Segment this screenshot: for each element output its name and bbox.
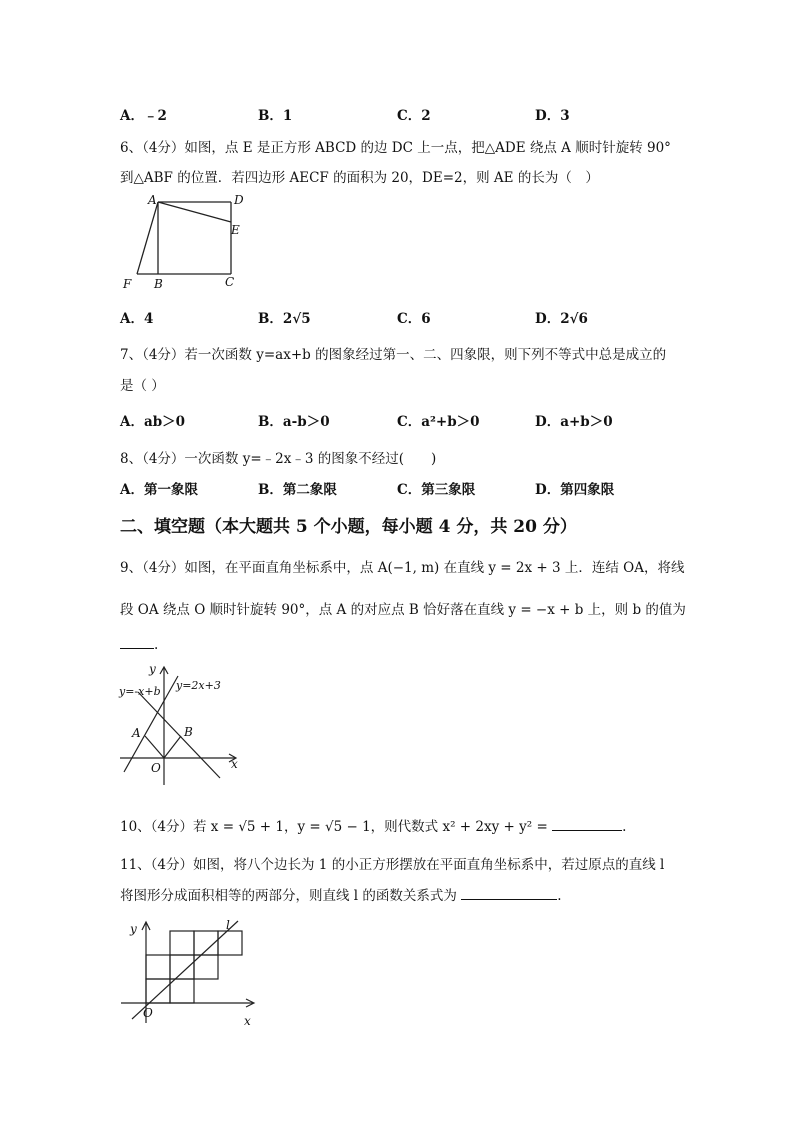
q7-option-c: C．a²+b＞0: [397, 414, 480, 430]
q6-option-d: D．2√6: [535, 311, 588, 327]
q11-label-x: x: [244, 1014, 251, 1028]
q9-stem-line1: 9、（4分）如图，在平面直角坐标系中，点 A(−1, m) 在直线 y = 2x + 3 上．连结 OA，将线: [120, 560, 685, 576]
q9-segment-ob: [164, 736, 181, 758]
q9-label-b: B: [184, 725, 193, 739]
q11-line-l: [132, 921, 238, 1019]
q6-segment-af: [137, 202, 158, 274]
q7-option-a: A．ab＞0: [120, 414, 186, 430]
q11-square: [170, 931, 194, 955]
q11-square: [146, 955, 170, 979]
q5-option-d: D．3: [535, 108, 570, 124]
q6-label-a: A: [148, 193, 157, 207]
q8-option-a: A．第一象限: [120, 482, 198, 498]
q6-option-c: C．6: [397, 311, 431, 327]
q11-label-l: l: [226, 918, 230, 932]
q9-stem-line2: 段 OA 绕点 O 顺时针旋转 90°，点 A 的对应点 B 恰好落在直线 y = −x + b 上，则 b 的值为: [120, 602, 686, 618]
q11-square: [170, 955, 194, 979]
q10-answer-blank[interactable]: [552, 818, 622, 831]
q5-option-a: A．﹣2: [120, 108, 167, 124]
q11-stem-line2: 将图形分成面积相等的两部分，则直线 l 的函数关系式为 .: [120, 888, 562, 904]
q8-option-d: D．第四象限: [535, 482, 615, 498]
q10-stem-line1: 10、（4分）若 x = √5 + 1，y = √5 − 1，则代数式 x² + 2xy + y² = .: [120, 819, 627, 835]
q6-label-e: E: [231, 223, 240, 237]
q5-option-c: C．2: [397, 108, 431, 124]
q8-stem-line1: 8、（4分）一次函数 y=﹣2x﹣3 的图象不经过( ): [120, 451, 437, 467]
q11-stem-line1: 11、（4分）如图，将八个边长为 1 的小正方形摆放在平面直角坐标系中，若过原点的直线 l: [120, 857, 665, 873]
q9-label-x: x: [231, 757, 238, 771]
q11-square: [146, 979, 170, 1003]
q11-answer-blank[interactable]: [461, 887, 557, 900]
q11-square: [218, 931, 242, 955]
q9-answer-line: .: [120, 636, 158, 653]
q6-segment-ae: [158, 202, 231, 222]
q9-label-a: A: [132, 726, 141, 740]
q9-label-o: O: [151, 761, 161, 775]
q11-label-y: y: [130, 922, 137, 936]
q6-stem-line1: 6、（4分）如图，点 E 是正方形 ABCD 的边 DC 上一点，把△ADE 绕点 A 顺时针旋转 90°: [120, 140, 671, 156]
q11-label-o: O: [143, 1006, 153, 1020]
q5-option-b: B．1: [258, 108, 293, 124]
q11-square: [170, 979, 194, 1003]
section-heading-fill-in: 二、填空题（本大题共 5 个小题，每小题 4 分，共 20 分）: [120, 517, 577, 537]
q9-answer-blank[interactable]: [120, 636, 154, 649]
q6-label-f: F: [123, 277, 132, 290]
q8-option-c: C．第三象限: [397, 482, 476, 498]
q11-figure: [118, 915, 268, 1030]
q7-stem-line2: 是（ ）: [120, 378, 165, 394]
q9-label-line1: y=-x+b: [119, 685, 161, 698]
q8-option-b: B．第二象限: [258, 482, 337, 498]
q6-label-c: C: [225, 275, 235, 289]
q7-option-d: D．a+b＞0: [535, 414, 613, 430]
q9-figure: [115, 660, 250, 790]
q7-option-b: B．a-b＞0: [258, 414, 330, 430]
q6-stem-line2: 到△ABF 的位置．若四边形 AECF 的面积为 20，DE=2，则 AE 的长为（ ）: [120, 170, 599, 186]
q6-label-b: B: [154, 277, 163, 290]
q6-figure: [115, 190, 255, 290]
q6-option-b: B．2√5: [258, 311, 311, 327]
q9-label-y: y: [149, 662, 156, 676]
q9-segment-oa: [145, 736, 164, 758]
q6-label-d: D: [234, 193, 244, 207]
q7-stem-line1: 7、（4分）若一次函数 y=ax+b 的图象经过第一、二、四象限，则下列不等式中总是成立的: [120, 347, 667, 363]
q9-label-line2: y=2x+3: [176, 679, 221, 692]
q6-option-a: A．4: [120, 311, 154, 327]
